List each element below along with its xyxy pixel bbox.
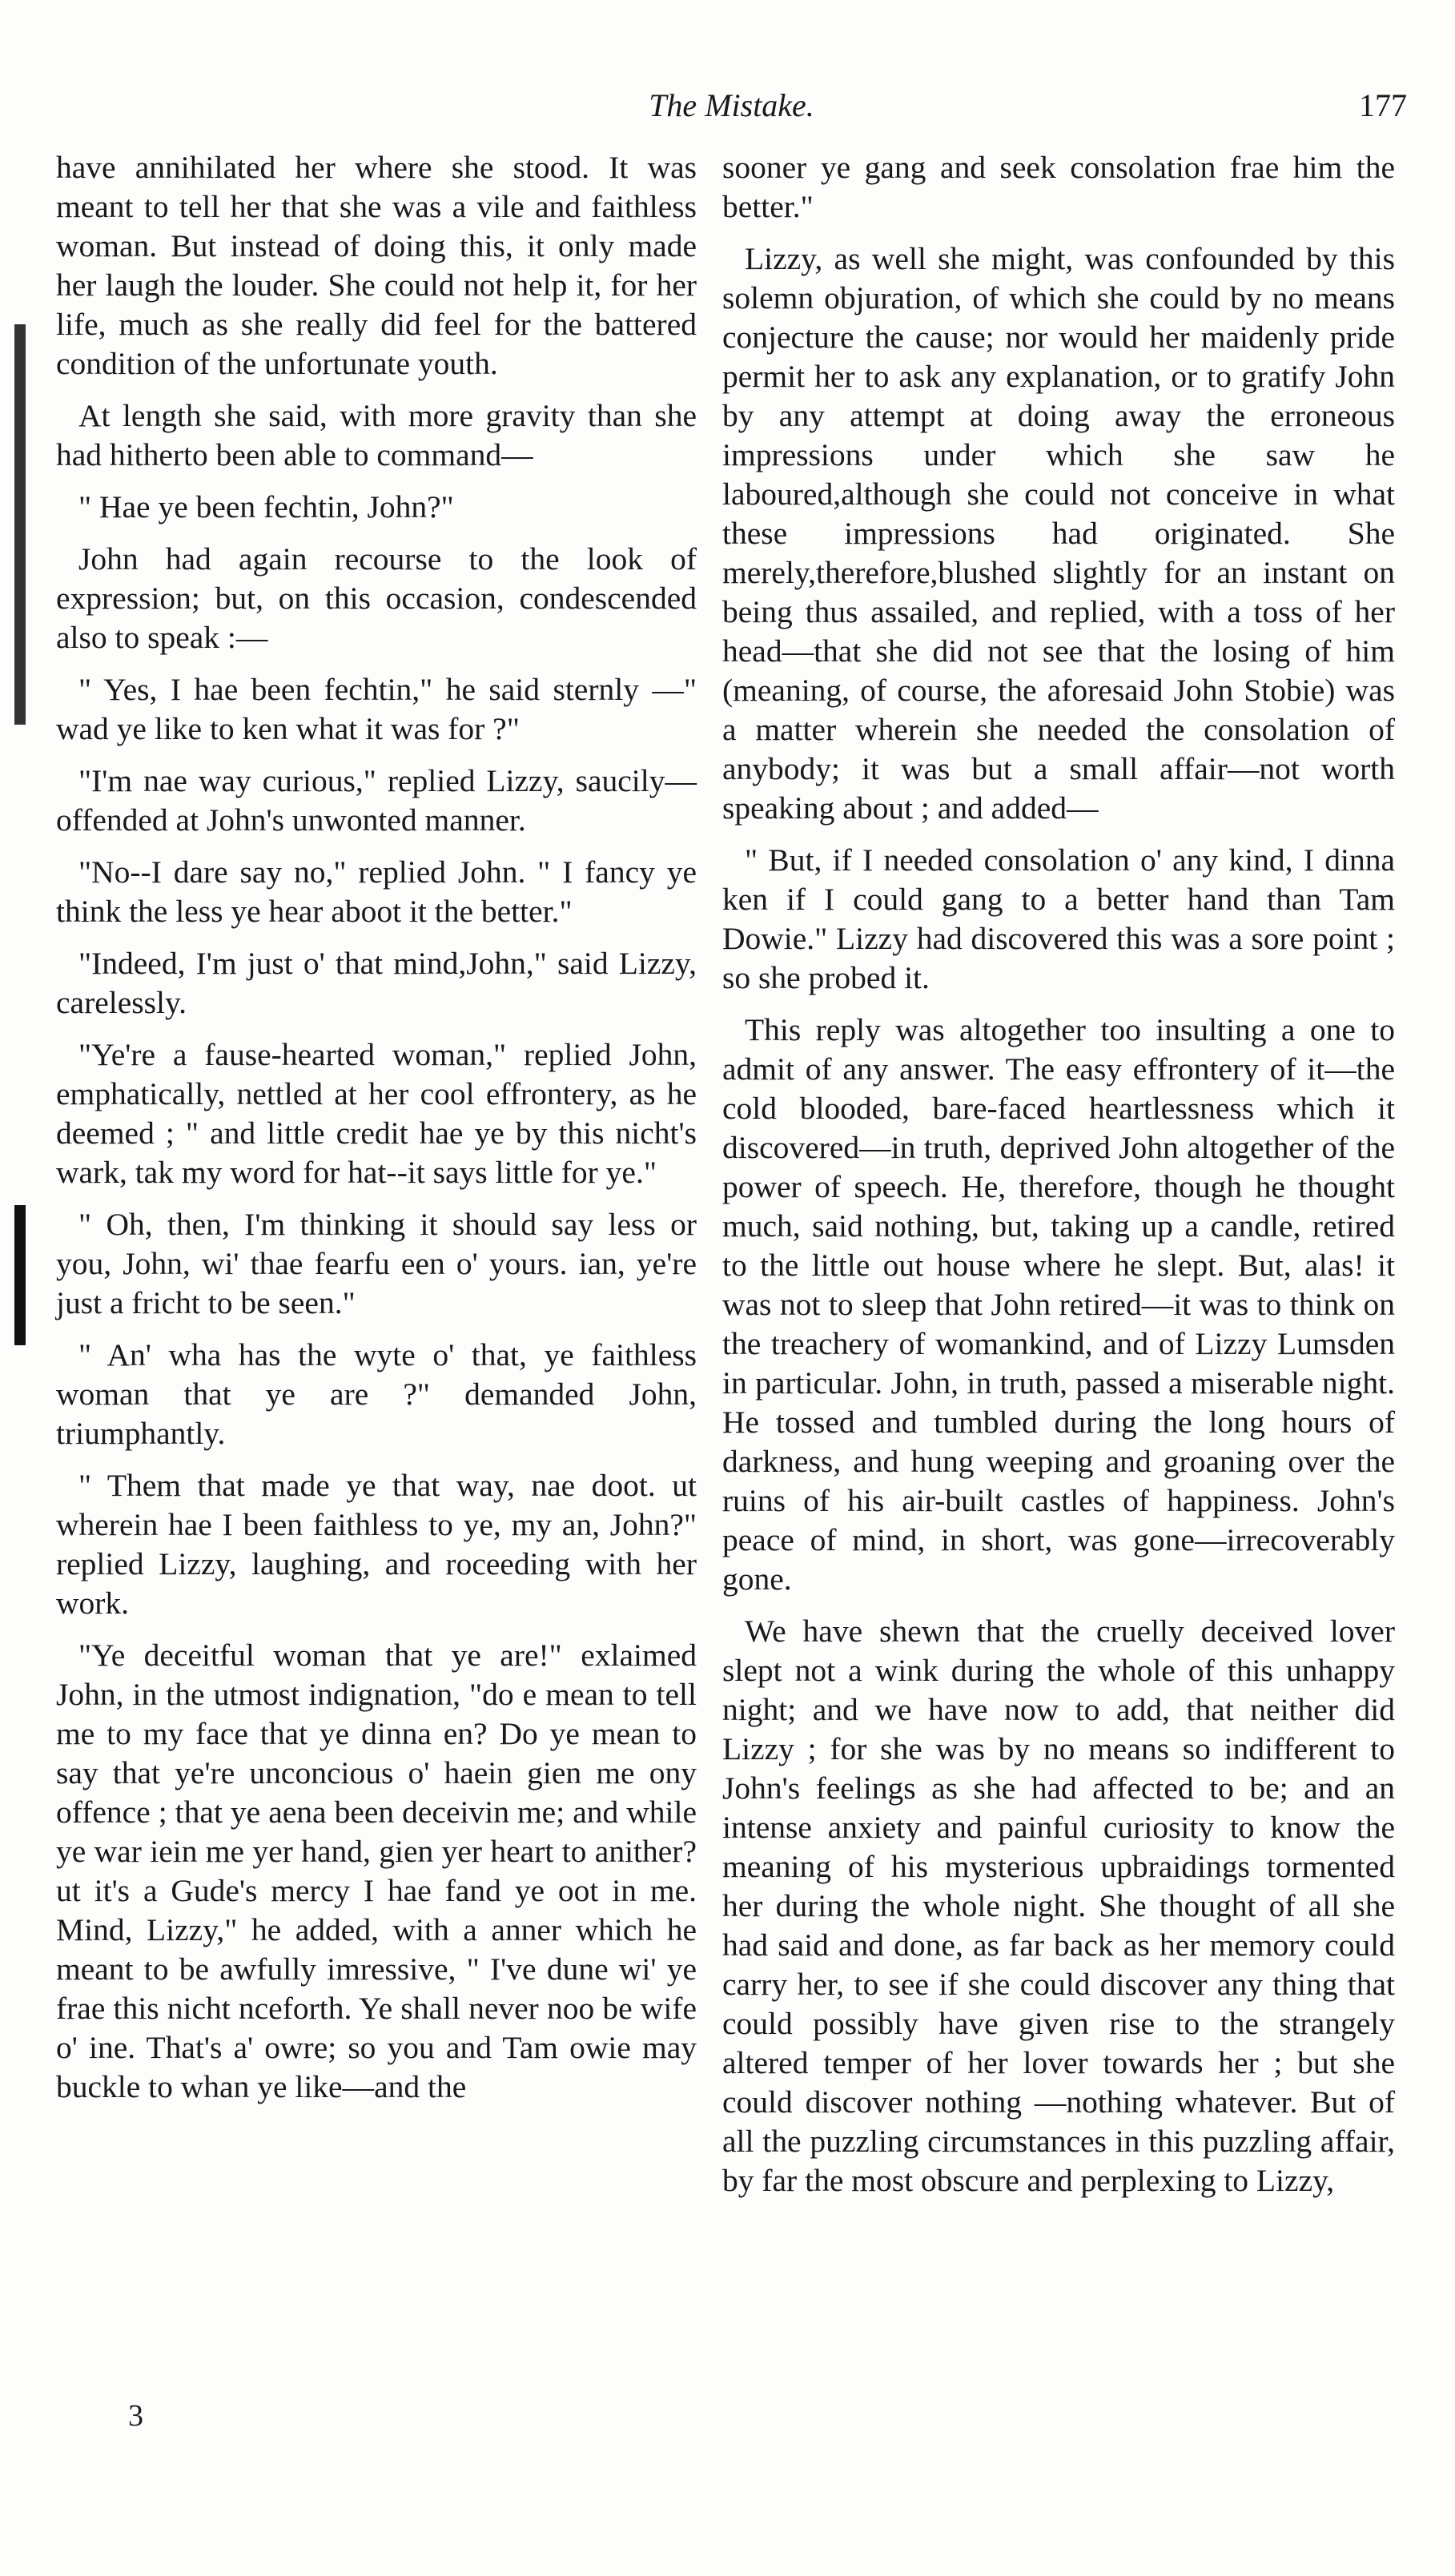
signature-mark: 3 [128,2399,143,2433]
paragraph: " Them that made ye that way, nae doot. ut wherein hae I been faithless to ye, my an, John?" replied Lizzy, laughing, and roceeding with her work. [56,1468,697,1621]
paragraph: " But, if I needed consolation o' any kind, I dinna ken if I could gang to a better hand than Tam Dowie." Lizzy had discovered this was a sore point ; so she probed it. [722,842,1395,995]
running-title: The Mistake. [649,87,814,123]
paragraph: Lizzy, as well she might, was confounded by this solemn objuration, of which she could by no means conjecture the cause; nor would her maidenly pride permit her to ask any explanation, or to gratify John by any attempt at doing away the erroneous impressions under which she saw he laboured,although she could not conceive in what these impressions had originated. She merely,therefore,blushed slightly for an instant on being thus assailed, and replied, with a toss of her head—that she did not see that the losing of him (meaning, of course, the aforesaid John Stobie) was a matter wherein she needed the consolation of anybody; it was but a small affair—not worth speaking about ; and added— [722,241,1395,826]
page-number: 177 [1359,87,1407,123]
paragraph: have annihilated her where she stood. It was meant to tell her that she was a vile and faithless woman. But instead of doing this, it only made her laugh the louder. She could not help it, for her life, much as she really did feel for the battered condition of the unfortunate youth. [56,150,697,381]
paragraph: " An' wha has the wyte o' that, ye faithless woman that ye are ?" demanded John, triumphantly. [56,1337,697,1451]
paragraph: At length she said, with more gravity than she had hitherto been able to command— [56,398,697,472]
right-column [722,148,1395,2213]
paragraph: "Ye deceitful woman that ye are!" exlaimed John, in the utmost indignation, "do e mean to tell me to my face that ye dinna en? Do ye mean to say that ye're unconcious o' haein gien me ony offence ; that ye aena been deceivin me; and while ye war iein me yer hand, gien yer heart to anither? ut it's a Gude's mercy I hae fand ye oot in me. Mind, Lizzy," he added, with a anner which he meant to be awfully imressive, " I've dune wi' ye frae this nicht nceforth. Ye shall never noo be wife o' ine. That's a' owre; so you and Tam owie may buckle to whan ye like—and the [56,1638,697,2104]
paragraph: "No--I dare say no," replied John. " I fancy ye think the less ye hear aboot it the better." [56,854,697,929]
page-header [56,86,1407,135]
paragraph: John had again recourse to the look of expression; but, on this occasion, condescended also to speak :— [56,541,697,655]
margin-rule [14,324,26,725]
left-column [56,148,697,2120]
margin-rule [14,1205,26,1345]
paragraph: "Ye're a fause-hearted woman," replied John, emphatically, nettled at her cool effrontery, as he deemed ; " and little credit hae ye by this nicht's wark, tak my word for hat--it says little for ye." [56,1037,697,1190]
paragraph: "I'm nae way curious," replied Lizzy, saucily—offended at John's unwonted manner. [56,763,697,838]
paragraph: "Indeed, I'm just o' that mind,John," said Lizzy, carelessly. [56,946,697,1020]
paragraph: This reply was altogether too insulting a one to admit of any answer. The easy effrontery of it—the cold blooded, bare-faced heartlessness which it discovered—in truth, deprived John altogether of the power of speech. He, therefore, though he thought much, said nothing, but, taking up a candle, retired to the little out house where he slept. But, alas! it was not to sleep that John retired—it was to think on the treachery of womankind, and of Lizzy Lumsden in particular. John, in truth, passed a miserable night. He tossed and tumbled during the long hours of darkness, and hung weeping and groaning over the ruins of his air-built castles of happiness. John's peace of mind, in short, was gone—irrecoverably gone. [722,1012,1395,1597]
paragraph: We have shewn that the cruelly deceived lover slept not a wink during the whole of this unhappy night; and we have now to add, that neither did Lizzy ; for she was by no means so indifferent to John's feelings as she had affected to be; and an intense anxiety and painful curiosity to know the meaning of his mysterious upbraidings tormented her during the whole night. She thought of all she had said and done, as far back as her memory could carry her, to see if she could discover any thing that could possibly have given rise to the strangely altered temper of her lover towards her ; but she could discover nothing —nothing whatever. But of all the puzzling circumstances in this puzzling affair, by far the most obscure and perplexing to Lizzy, [722,1614,1395,2198]
paragraph: " Oh, then, I'm thinking it should say less or you, John, wi' thae fearfu een o' yours. ian, ye're just a fricht to be seen." [56,1207,697,1320]
paragraph: " Yes, I hae been fechtin," he said sternly —" wad ye like to ken what it was for ?" [56,672,697,746]
paragraph: " Hae ye been fechtin, John?" [78,489,454,524]
paragraph: sooner ye gang and seek consolation frae him the better." [722,150,1395,224]
